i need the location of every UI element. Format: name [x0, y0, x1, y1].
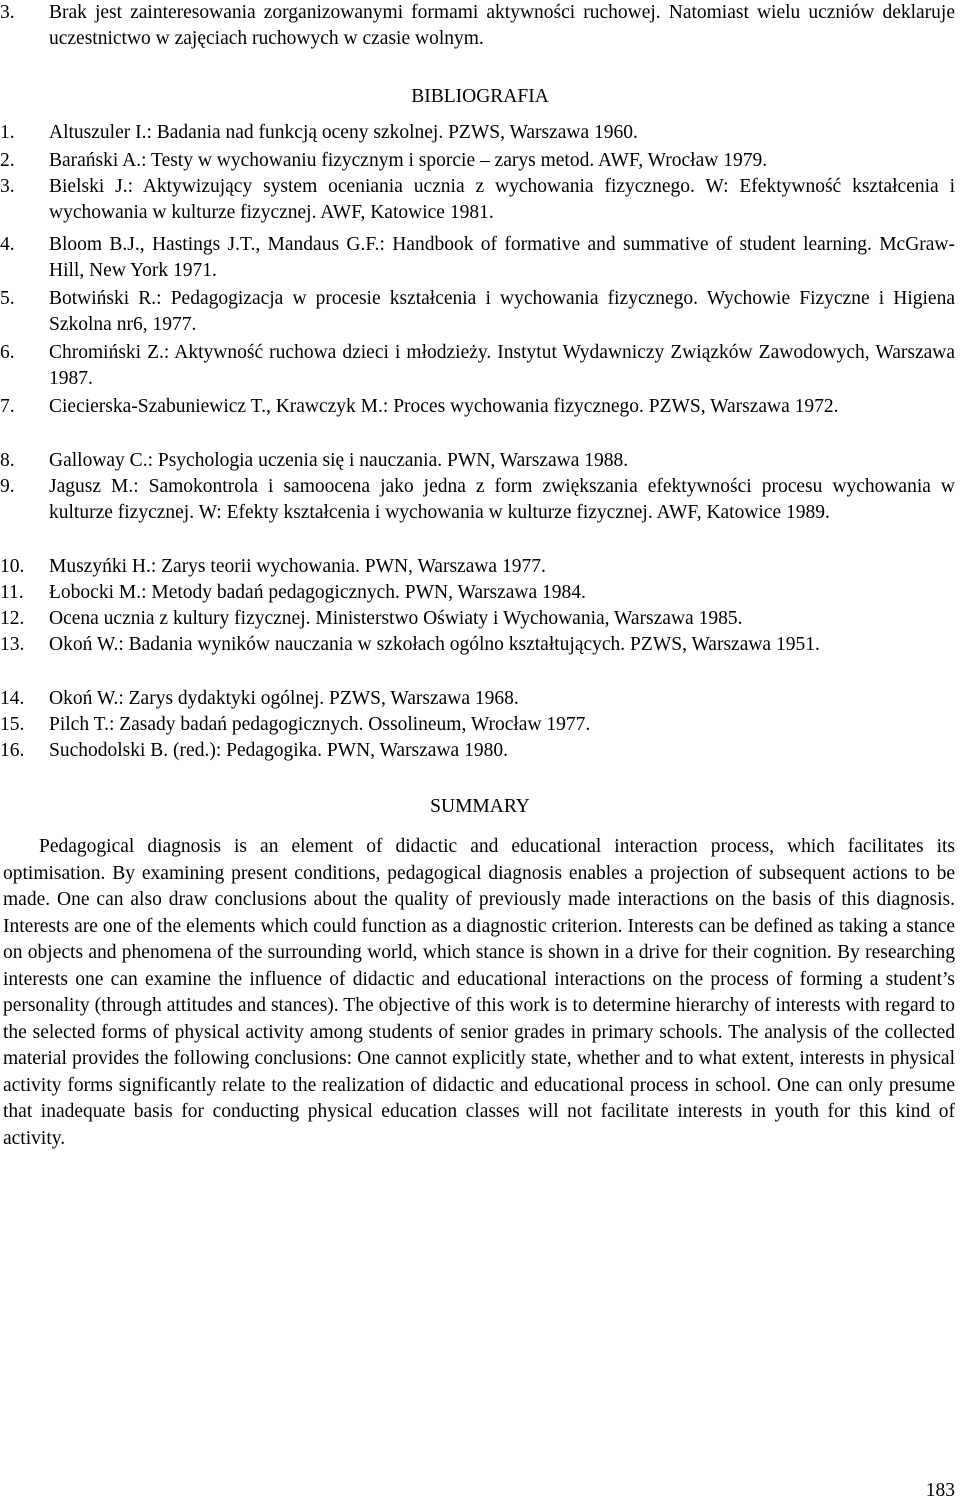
bibliography-item-text: Bielski J.: Aktywizujący system oceniania ucznia z wychowania fizycznego. W: Efektywność kształcenia i wychowania w kulturze fizycznej. AWF, Katowice 1981.: [49, 176, 955, 224]
bibliography-item-text: Okoń W.: Badania wyników nauczania w szkołach ogólno kształtujących. PZWS, Warszawa 1951.: [49, 634, 820, 655]
bibliography-item-number: 3.: [0, 176, 15, 197]
bibliography-item: [0, 174, 955, 227]
bibliography-item: [0, 632, 955, 658]
bibliography-item-number: 1.: [0, 122, 15, 143]
bibliography-item-number: 13.: [0, 634, 25, 655]
bibliography-item: [0, 712, 955, 738]
bibliography-item: [0, 232, 955, 285]
bibliography-item-text: Chromiński Z.: Aktywność ruchowa dzieci i młodzieży. Instytut Wydawniczy Związków Zawodowych, Warszawa 1987.: [49, 342, 955, 390]
bibliography-item-number: 8.: [0, 450, 15, 471]
bibliography-item-text: Bloom B.J., Hastings J.T., Mandaus G.F.: Handbook of formative and summative of student learning. McGraw-Hill, New York 1971.: [49, 234, 955, 282]
bibliography-item-number: 9.: [0, 476, 15, 497]
intro-list-item: [0, 0, 955, 53]
bibliography-item-text: Pilch T.: Zasady badań pedagogicznych. Ossolineum, Wrocław 1977.: [49, 714, 591, 735]
bibliography-item-text: Ciecierska-Szabuniewicz T., Krawczyk M.: Proces wychowania fizycznego. PZWS, Warszawa 1972.: [49, 396, 839, 417]
bibliography-item: [0, 448, 955, 474]
bibliography-item: [0, 554, 955, 580]
page-number: 183: [925, 1480, 955, 1501]
bibliography-item: [0, 738, 955, 764]
bibliography-heading: BIBLIOGRAFIA: [411, 86, 549, 107]
bibliography-item-number: 15.: [0, 714, 25, 735]
bibliography-item: [0, 580, 955, 606]
bibliography-item-text: Jagusz M.: Samokontrola i samoocena jako jedna z form zwiększania efektywności procesu wychowania w kulturze fizycznej. W: Efekty kształcenia i wychowania w kulturze fizycznej. AWF, Katowice 1989.: [49, 476, 955, 524]
bibliography-item-number: 11.: [0, 582, 24, 603]
bibliography-item-number: 2.: [0, 150, 15, 171]
bibliography-item: [0, 286, 955, 339]
bibliography-item-text: Okoń W.: Zarys dydaktyki ogólnej. PZWS, Warszawa 1968.: [49, 688, 519, 709]
bibliography-item-number: 14.: [0, 688, 25, 709]
bibliography-item-number: 10.: [0, 556, 25, 577]
bibliography-item-number: 7.: [0, 396, 15, 417]
bibliography-item-text: Botwiński R.: Pedagogizacja w procesie kształcenia i wychowania fizycznego. Wychowie Fizyczne i Higiena Szkolna nr6, 1977.: [49, 288, 955, 336]
bibliography-item-text: Barański A.: Testy w wychowaniu fizycznym i sporcie – zarys metod. AWF, Wrocław 1979.: [49, 150, 768, 171]
bibliography-item-text: Altuszuler I.: Badania nad funkcją oceny szkolnej. PZWS, Warszawa 1960.: [49, 122, 638, 143]
bibliography-item-text: Łobocki M.: Metody badań pedagogicznych. PWN, Warszawa 1984.: [49, 582, 586, 603]
bibliography-item-number: 4.: [0, 234, 15, 255]
summary-paragraph: Pedagogical diagnosis is an element of didactic and educational interaction process, which facilitates its optimisation. By examining present conditions, pedagogical diagnosis enables a projection of subsequent actions to be made. One can also draw conclusions about the quality of previously made interactions on the basis of this diagnosis. Interests are one of the elements which could function as a diagnostic criterion. Interests can be defined as taking a stance on objects and phenomena of the surrounding world, which stance is shown in a drive for their cognition. By researching interests one can examine the influence of didactic and educational interactions on the process of forming a student’s personality (through attitudes and stances). The objective of this work is to determine hierarchy of interests with regard to the selected forms of physical activity among students of senior grades in primary schools. The analysis of the collected material provides the following conclusions: One cannot explicitly state, whether and to what extent, interests in physical activity forms significantly relate to the realization of didactic and educational process in school. One can only presume that inadequate basis for conducting physical education classes will not facilitate interests in youth for this kind of activity.: [3, 836, 955, 1149]
bibliography-item-number: 12.: [0, 608, 25, 629]
bibliography-item: [0, 606, 955, 632]
bibliography-item-text: Muszyńki H.: Zarys teorii wychowania. PWN, Warszawa 1977.: [49, 556, 546, 577]
bibliography-item-text: Ocena ucznia z kultury fizycznej. Ministerstwo Oświaty i Wychowania, Warszawa 1985.: [49, 608, 743, 629]
list-item-number: 3.: [0, 2, 15, 23]
bibliography-item: [0, 686, 955, 712]
bibliography-item-number: 5.: [0, 288, 15, 309]
summary-heading: SUMMARY: [430, 796, 530, 817]
bibliography-item-number: 16.: [0, 740, 25, 761]
bibliography-item: [0, 340, 955, 393]
bibliography-item-number: 6.: [0, 342, 15, 363]
bibliography-item: [0, 474, 955, 527]
list-item-text: Brak jest zainteresowania zorganizowanymi formami aktywności ruchowej. Natomiast wielu uczniów deklaruje uczestnictwo w zajęciach ruchowych w czasie wolnym.: [49, 2, 955, 50]
bibliography-item-text: Galloway C.: Psychologia uczenia się i nauczania. PWN, Warszawa 1988.: [49, 450, 629, 471]
bibliography-item: [0, 120, 955, 146]
bibliography-item: [0, 394, 955, 420]
bibliography-item-text: Suchodolski B. (red.): Pedagogika. PWN, Warszawa 1980.: [49, 740, 508, 761]
bibliography-item: [0, 148, 955, 174]
